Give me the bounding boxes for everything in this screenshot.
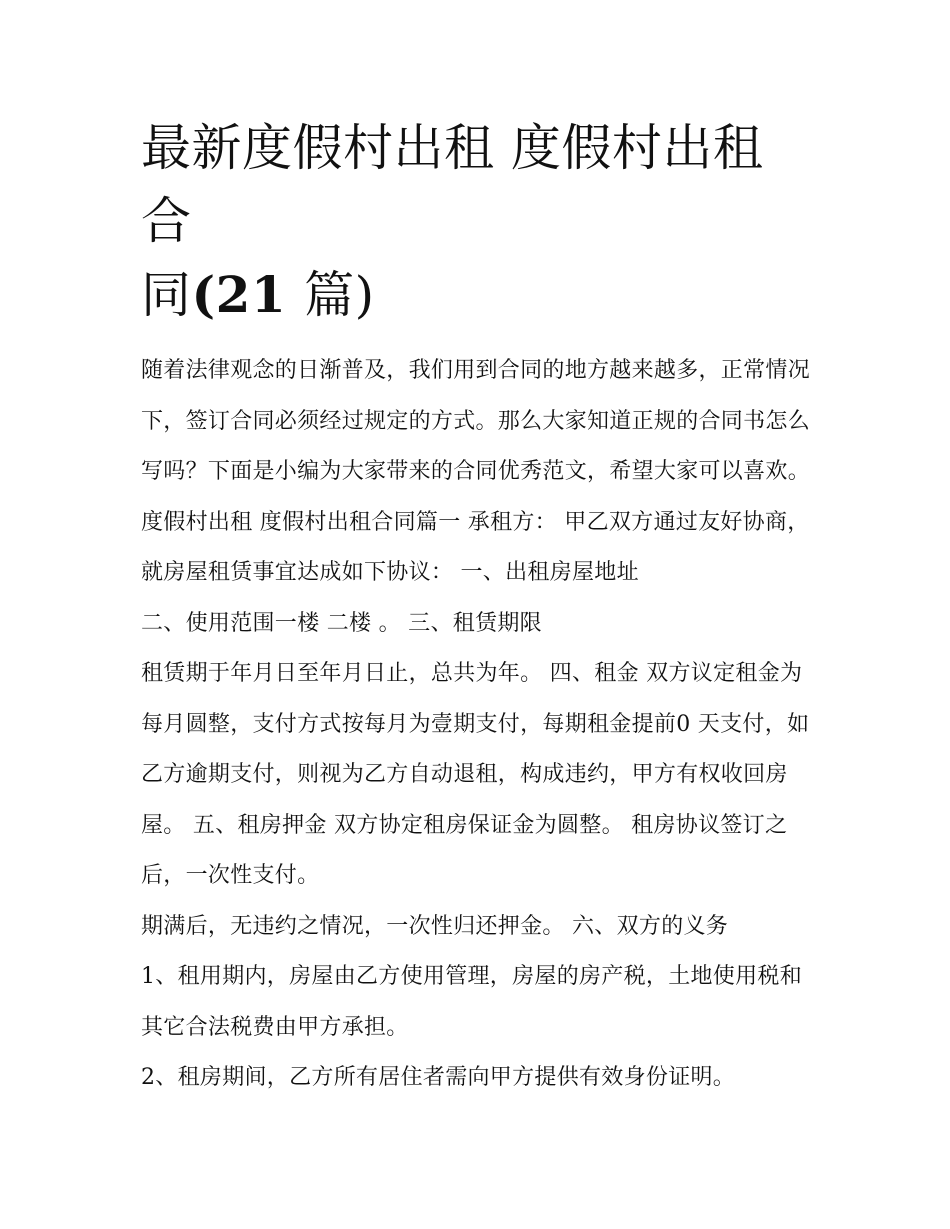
title-line-2-b: (21 xyxy=(191,265,305,324)
paragraph-deposit-return: 期满后，无违约之情况，一次性归还押金。 六、双方的义务 xyxy=(141,913,729,939)
paragraph-intro: 随着法律观念的日渐普及，我们用到合同的地方越来越多，正常情况下，签订合同必须经过规定的方式。那么大家知道正规的合同书怎么写吗？下面是小编为大家带来的合同优秀范文，希望大家可以喜欢。 xyxy=(141,358,811,484)
paragraph-contract-heading: 度假村出租 度假村出租合同篇一 承租方： 甲乙双方通过友好协商，就房屋租赁事宜达成如下协议： 一、出租房屋地址 xyxy=(141,509,810,585)
title-line-2-c: 篇) xyxy=(304,266,375,324)
paragraph-obligation-1: 1、租用期内，房屋由乙方使用管理，房屋的房产税，土地使用税和其它合法税费由甲方承担。 xyxy=(141,964,802,1040)
title-line-2-a: 同 xyxy=(141,266,192,324)
title-line-1: 最新度假村出租 度假村出租合 xyxy=(141,119,764,250)
document-body xyxy=(141,112,811,1104)
paragraph-obligation-2: 2、租房期间，乙方所有居住者需向甲方提供有效身份证明。 xyxy=(141,1065,736,1090)
document-title xyxy=(141,112,811,332)
paragraph-lease-term-rent: 租赁期于年月日至年月日止，总共为年。 四、租金 双方议定租金为每月圆整，支付方式按每月为壹期支付，每期租金提前0 天支付，如乙方逾期支付，则视为乙方自动退租，构成违约，甲方有权收回房屋。 五、租房押金 双方协定租房保证金为圆整。 租房协议签订之后，一次性支付。 xyxy=(141,661,810,888)
paragraph-usage-scope: 二、使用范围一楼 二楼 。 三、租赁期限 xyxy=(141,610,542,636)
